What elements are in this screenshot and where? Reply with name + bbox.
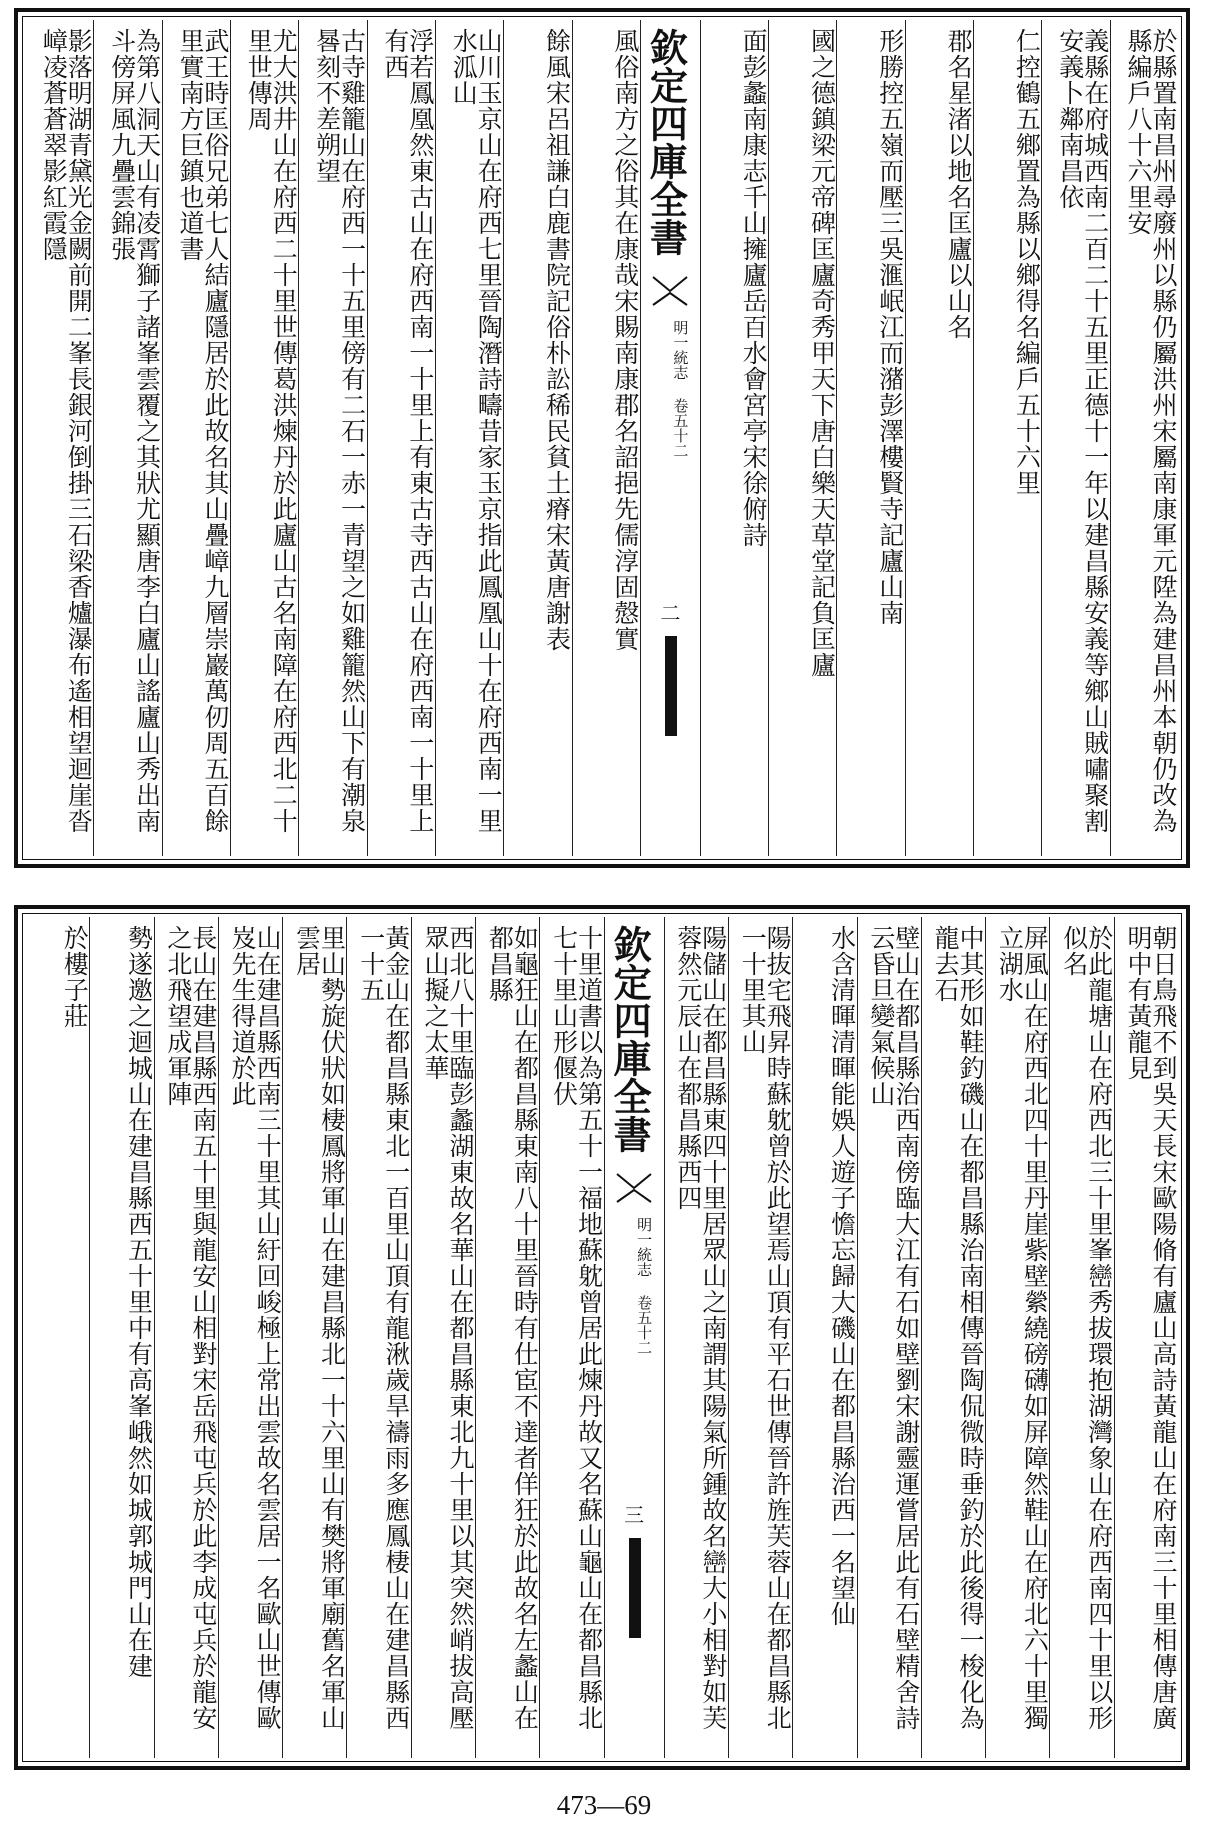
top-left-column [367,20,435,856]
top-column-text: 餘風宋呂祖謙白鹿書院記俗朴訟稀民貧土瘠宋黃唐謝表 [542,28,572,652]
fish-tail-mark-icon [651,275,689,309]
top-left-column [26,20,93,856]
bottom-center-volume: 明一統志 卷五十二 [635,1217,654,1355]
bottom-right-column [1049,917,1113,1758]
top-column-text: 仁控鶴五鄉置為縣以鄉得名編戶五十六里 [1012,28,1042,496]
top-column-text: 為第八洞天山有凌霄獅子諸峯雲覆之其狀尤顯唐李白廬山謠廬山秀出南斗傍屏風九疊雲錦張 [107,28,162,834]
top-column-text: 尤大洪井山在府西二十里世傳葛洪煉丹於此廬山古名南障在府西北二十里世傳周 [244,28,299,834]
bottom-left-column [282,917,346,1758]
bottom-right-column [728,917,792,1758]
top-right-column [973,20,1041,856]
top-page [14,8,1190,868]
bottom-column-text: 於此龍塘山在府西北三十里峯巒秀拔環抱湖灣象山在府西南四十里以形似名 [1059,925,1114,1731]
bottom-column-text: 屏風山在府西北四十里丹崖紫壁縈繞磅礴如屏障然鞋山在府北六十里獨立湖水 [995,925,1050,1731]
top-right-column [1110,20,1178,856]
top-column-text: 國之德鎮梁元帝碑匡廬奇秀甲天下唐白樂天草堂記負匡廬 [807,28,837,678]
top-column-text: 郡名星渚以地名匡廬以山名 [944,28,974,340]
top-right-column [700,20,768,856]
top-page-columns [26,20,1178,856]
bottom-column-text: 十里道書以為第五十一福地蘇躭曾居此煉丹故又名蘇山龜山在都昌縣北七十里山形偃伏 [549,925,604,1731]
page-reference-number: 473—69 [556,1790,652,1820]
bottom-center-gutter [604,917,664,1758]
top-left-column [162,20,230,856]
bottom-column-text: 里山勢旋伏狀如棲鳳將軍山在建昌縣北一十六里山有樊將軍廟舊名軍山雲居 [292,925,347,1731]
bottom-left-column [475,917,539,1758]
bottom-right-column [664,917,728,1758]
top-column-text: 浮若鳳凰然東古山在府西南一十里上有東古寺西古山在府西南一十里上有西 [380,28,435,834]
top-column-text: 山川玉京山在府西七里晉陶潛詩疇昔家玉京指此鳳凰山十在府西南一里水泒山 [449,28,504,834]
top-right-column [836,20,904,856]
bottom-right-column [792,917,856,1758]
top-center-bar [665,636,677,736]
top-left-column [93,20,161,856]
top-column-text: 形勝控五嶺而壓三吳滙岷江而潴彭澤樓賢寺記廬山南 [875,28,905,626]
bottom-page-columns [26,917,1178,1758]
bottom-column-text: 陽抜宅飛昇時蘇躭曾於此望焉山頂有平石世傳晉許旌芙蓉山在都昌縣北一十里其山 [738,925,793,1731]
top-left-column [572,20,640,856]
bottom-column-text: 西北八十里臨彭蠡湖東故名華山在都昌縣東北九十里以其突然峭拔高壓眾山擬之太華 [421,925,476,1731]
top-left-column [503,20,571,856]
top-center-volume: 明一統志 卷五十二 [671,320,690,458]
bottom-column-text: 如龜狂山在都昌縣東南八十里晉時有仕宦不達者佯狂於此故名左蠡山在都昌縣 [485,925,540,1731]
bottom-left-column [26,917,89,1758]
fish-tail-mark-icon [615,1172,653,1206]
bottom-column-text: 長山在建昌縣西南五十里與龍安山相對宋岳飛屯兵於此李成屯兵於龍安之北飛望成軍陣 [163,925,218,1731]
bottom-center-page-number: 三 [624,1503,645,1527]
bottom-right-column [857,917,921,1758]
bottom-left-column [218,917,282,1758]
bottom-column-text: 陽儲山在都昌縣東四十里居眾山之南謂其陽氣所鍾故名巒大小相對如芙蓉然元辰山在都昌縣西四 [673,925,728,1731]
top-column-text: 於縣置南昌州尋廢州以縣仍屬洪州宋屬南康軍元陞為建昌州本朝仍改為縣編戶八十六里安 [1124,28,1178,834]
top-column-text: 古寺雞籠山在府西一十五里傍有二石一赤一青望之如雞籠然山下有潮泉晷刻不差朔望 [312,28,367,834]
top-left-column [230,20,298,856]
bottom-left-column [154,917,218,1758]
bottom-column-text: 山在建昌縣西南三十里其山紆回峻極上常出雲故名雲居一名歐山世傳歐岌先生得道於此 [228,925,283,1731]
bottom-column-text: 壁山在都昌縣治西南傍臨大江有石如壁劉宋謝靈運嘗居此有石壁精舍詩云昏旦變氣候山 [866,925,921,1731]
bottom-right-column [985,917,1049,1758]
top-center-header: 欽定四庫全書 [643,28,689,256]
bottom-left-column [89,917,153,1758]
bottom-column-text: 於樓子莊 [60,925,90,1029]
top-column-text: 義縣在府城西南二百二十五里正德十一年以建昌縣安義等鄉山賊嘯聚割安義卜鄰南昌依 [1055,28,1110,834]
bottom-column-text: 黃金山在都昌縣東北一百里山頂有龍湫歲旱禱雨多應鳳棲山在建昌縣西一十五 [356,925,411,1731]
top-column-text: 影落明湖青黛光金闕前開二峯長銀河倒掛三石梁香爐瀑布遙相望迴崖沓嶂凌蒼蒼翠影紅霞隱 [39,28,94,834]
top-right-column [1041,20,1109,856]
top-column-text: 風俗南方之俗其在康哉宋賜南康郡名詔挹先儒淳固慤實 [610,28,640,652]
bottom-left-column [411,917,475,1758]
bottom-column-text: 中其形如鞋釣磯山在都昌縣治南相傳晉陶侃微時垂釣於此後得一梭化為龍去石 [931,925,986,1731]
top-left-column [298,20,366,856]
bottom-right-column [1114,917,1178,1758]
bottom-left-column [346,917,410,1758]
top-right-column [768,20,836,856]
top-column-text: 武王時匡俗兄弟七人結廬隱居於此故名其山疊嶂九層崇巖萬仞周五百餘里實南方巨鎮也道書 [175,28,230,834]
bottom-left-column [539,917,603,1758]
top-column-text: 面彭蠡南康志千山擁廬岳百水會宮亭宋徐俯詩 [739,28,769,548]
bottom-center-header: 欽定四庫全書 [607,925,653,1153]
top-center-page-number: 二 [660,601,681,625]
bottom-center-bar [629,1538,641,1638]
top-right-column [905,20,973,856]
bottom-page [14,905,1190,1770]
bottom-column-text: 朝日鳥飛不到吳天長宋歐陽脩有廬山高詩黃龍山在府南三十里相傳唐廣明中有黃龍見 [1124,925,1178,1731]
top-left-column [435,20,503,856]
bottom-column-text: 勢遂邀之迴城山在建昌縣西五十里中有高峯峨然如城郭城門山在建 [124,925,154,1679]
bottom-column-text: 水含清暉清暉能娛人遊子憺忘歸大磯山在都昌縣治西一名望仙 [827,925,857,1627]
bottom-right-column [921,917,985,1758]
top-center-gutter [640,20,700,856]
